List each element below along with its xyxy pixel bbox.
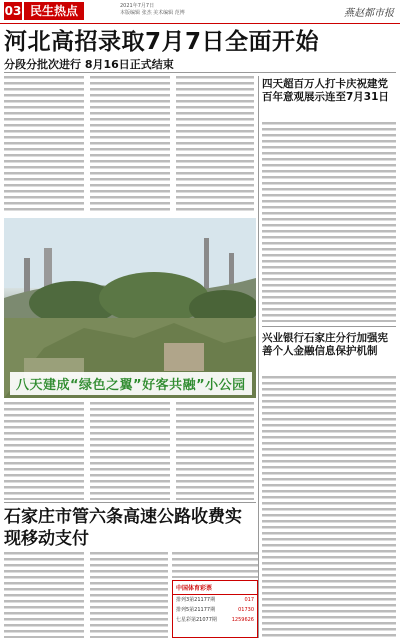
newspaper-logo: 燕赵都市报 <box>344 8 394 19</box>
lottery-row <box>173 595 257 605</box>
lottery-title: 中国体育彩票 <box>173 581 257 595</box>
park-article-column-2 <box>90 402 170 500</box>
right-article-1-headline: 四天超百万人打卡庆祝建党百年意观展示连至7月31日 <box>262 78 389 103</box>
divider <box>4 502 256 503</box>
lottery-row-value: 1259626 <box>231 617 254 623</box>
divider <box>262 326 396 327</box>
park-article-column-1 <box>4 402 84 500</box>
photo-caption: 八天建成“绿色之翼”好客共融”小公园 <box>10 372 252 395</box>
lottery-row-label: 排列3第21177期 <box>176 597 216 603</box>
main-article-column-1 <box>4 76 84 214</box>
lottery-row-label: 排列5第21177期 <box>176 607 216 613</box>
main-headline: 河北高招录取7月7日全面开始 <box>4 29 320 55</box>
editor-credits: 本版编辑 张杰 美术编辑 范博 <box>120 10 185 16</box>
park-scene-image <box>4 218 256 398</box>
lottery-row <box>173 615 257 625</box>
lottery-row-value: 017 <box>244 597 254 603</box>
bottom-article-column-3 <box>172 552 258 578</box>
lottery-row-value: 01730 <box>238 607 254 613</box>
bottom-article-column-2 <box>90 552 168 638</box>
column-divider <box>258 76 259 638</box>
issue-date: 2021年7月7日 <box>120 3 155 9</box>
lottery-results-box <box>172 580 258 638</box>
main-subhead: 分段分批次进行 8月16日正式结束 <box>4 58 174 71</box>
right-article-2-body <box>262 376 396 638</box>
masthead <box>0 0 400 24</box>
main-article-column-3 <box>176 76 254 214</box>
right-article-1-body <box>262 122 396 322</box>
lottery-row <box>173 605 257 615</box>
page-number: 03 <box>4 4 22 18</box>
park-article-column-3 <box>176 402 254 500</box>
park-photo <box>4 218 256 398</box>
divider <box>4 72 396 73</box>
right-article-2-headline: 兴业银行石家庄分行加强宪善个人金融信息保护机制 <box>262 332 388 357</box>
bottom-article-column-1 <box>4 552 84 638</box>
main-article-column-2 <box>90 76 170 214</box>
masthead-meta <box>120 3 240 17</box>
lottery-row-label: 七星彩第21077期 <box>176 617 217 623</box>
bottom-article-headline: 石家庄市管六条高速公路收费实现移动支付 <box>4 507 242 549</box>
section-name: 民生热点 <box>24 2 84 20</box>
